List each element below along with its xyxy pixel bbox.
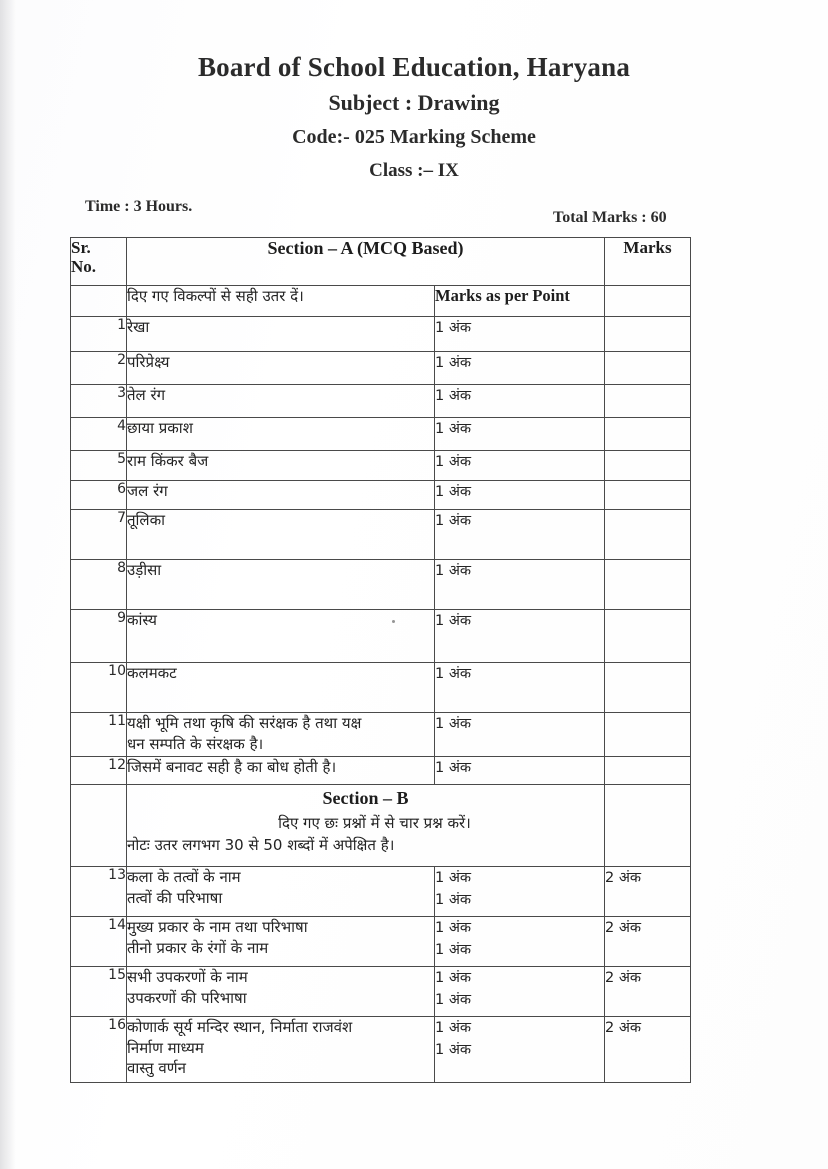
table-row: [71, 317, 691, 352]
row-marks-per-point: 1 अंक: [435, 385, 605, 418]
row-marks: [605, 481, 691, 510]
column-header-section-a: Section – A (MCQ Based): [127, 238, 605, 286]
table-row: [71, 481, 691, 510]
section-b-banner: [127, 785, 605, 867]
row-marks-per-point: 1 अंक: [435, 560, 605, 610]
row-marks-per-point: 1 अंक: [435, 481, 605, 510]
row-marks-per-point: 1 अंक: [435, 352, 605, 385]
row-answer-line: कला के तत्वों के नाम: [127, 868, 241, 886]
row-marks-per-point: [435, 917, 605, 967]
row-marks: [605, 317, 691, 352]
row-sr-no: 5: [71, 451, 127, 481]
row-answer-text: [127, 481, 435, 510]
row-answer-line: तेल रंग: [127, 386, 166, 404]
table-row: [71, 610, 691, 663]
row-marks: [605, 352, 691, 385]
row-marks-per-point: 1 अंक: [435, 610, 605, 663]
subject-title: Subject : Drawing: [328, 90, 500, 115]
row-marks-per-point: 1 अंक: [435, 510, 605, 560]
row-marks: 2 अंक: [605, 1017, 691, 1083]
table-row: [71, 917, 691, 967]
total-marks-label: Total Marks : 60: [553, 209, 667, 226]
marking-scheme-table: [70, 237, 691, 1083]
row-marks-per-point: [435, 967, 605, 1017]
exam-meta-row: [0, 198, 828, 226]
row-answer-text: [127, 713, 435, 757]
row-answer-text: [127, 352, 435, 385]
table-row: [71, 451, 691, 481]
row-point-line: 1 अंक: [435, 1042, 472, 1059]
document-header: [0, 52, 828, 182]
table-row: [71, 757, 691, 785]
row-sr-no: 1: [71, 317, 127, 352]
section-b-banner-row: [71, 785, 691, 867]
table-row: [71, 418, 691, 451]
row-marks: [605, 510, 691, 560]
section-b-sr-cell: [71, 785, 127, 867]
row-sr-no: 9: [71, 610, 127, 663]
row-answer-line: तीनो प्रकार के रंगों के नाम: [127, 938, 269, 957]
instruction-text: दिए गए विकल्पों से सही उतर दें।: [127, 286, 435, 317]
column-header-marks: Marks: [605, 238, 691, 286]
table-header-row: [71, 238, 691, 286]
row-answer-line: छाया प्रकाश: [127, 419, 193, 437]
section-b-title: Section – B: [322, 788, 409, 808]
row-sr-no: 2: [71, 352, 127, 385]
table-row: [71, 510, 691, 560]
row-answer-text: [127, 1017, 435, 1083]
row-answer-line: रेखा: [127, 318, 150, 336]
table-row: [71, 663, 691, 713]
row-marks: [605, 385, 691, 418]
row-answer-text: [127, 610, 435, 663]
section-b-marks-cell: [605, 785, 691, 867]
row-sr-no: 16: [71, 1017, 127, 1083]
row-sr-no: 15: [71, 967, 127, 1017]
row-marks: [605, 418, 691, 451]
row-sr-no: 13: [71, 867, 127, 917]
row-point-line: 1 अंक: [435, 920, 472, 936]
board-title: Board of School Education, Haryana: [197, 52, 631, 82]
row-point-line: 1 अंक: [435, 892, 472, 909]
row-marks: [605, 610, 691, 663]
row-answer-text: [127, 317, 435, 352]
instruction-row: [71, 286, 691, 317]
row-marks-per-point: [435, 867, 605, 917]
row-marks: [605, 663, 691, 713]
row-point-line: 1 अंक: [435, 870, 472, 886]
instruction-sr-cell: [71, 286, 127, 317]
row-answer-text: [127, 451, 435, 481]
class-title: Class :– IX: [369, 160, 459, 181]
row-sr-no: 14: [71, 917, 127, 967]
table-row: [71, 867, 691, 917]
row-answer-line: कांस्य: [127, 611, 157, 629]
row-marks: [605, 713, 691, 757]
row-answer-text: [127, 385, 435, 418]
row-answer-line: कलमकट: [127, 664, 177, 682]
column-header-sr-no: [71, 238, 127, 286]
row-answer-text: [127, 867, 435, 917]
row-sr-no: 12: [71, 757, 127, 785]
row-marks-per-point: 1 अंक: [435, 663, 605, 713]
row-marks-per-point: [435, 1017, 605, 1083]
row-point-line: 1 अंक: [435, 942, 472, 959]
row-answer-line: धन सम्पति के संरक्षक है।: [127, 734, 264, 753]
row-point-line: 1 अंक: [435, 970, 472, 986]
row-answer-line: जल रंग: [127, 482, 168, 500]
table-row: [71, 713, 691, 757]
table-row: [71, 385, 691, 418]
row-answer-line: राम किंकर बैज: [127, 452, 209, 470]
row-answer-line: सभी उपकरणों के नाम: [127, 968, 248, 986]
time-label: Time : 3 Hours.: [85, 198, 193, 215]
row-marks: [605, 560, 691, 610]
row-answer-text: [127, 967, 435, 1017]
row-sr-no: 6: [71, 481, 127, 510]
row-answer-line: उपकरणों की परिभाषा: [127, 988, 247, 1007]
row-marks-per-point: 1 अंक: [435, 451, 605, 481]
row-answer-line: उड़ीसा: [127, 561, 162, 579]
row-marks: [605, 451, 691, 481]
row-marks: 2 अंक: [605, 917, 691, 967]
row-marks-per-point: 1 अंक: [435, 317, 605, 352]
instruction-marks-cell: [605, 286, 691, 317]
row-marks: [605, 757, 691, 785]
row-answer-line: तूलिका: [127, 511, 166, 529]
row-answer-line: तत्वों की परिभाषा: [127, 888, 223, 907]
table-row: [71, 352, 691, 385]
table-row: [71, 1017, 691, 1083]
row-marks-per-point: 1 अंक: [435, 713, 605, 757]
row-point-line: 1 अंक: [435, 992, 472, 1009]
row-sr-no: 10: [71, 663, 127, 713]
section-b-instruction-2: नोटः उतर लगभग 30 से 50 शब्दों में अपेक्षित है।: [127, 835, 395, 854]
row-answer-text: [127, 418, 435, 451]
row-answer-line: निर्माण माध्यम: [127, 1038, 204, 1057]
row-answer-text: [127, 757, 435, 785]
row-answer-line: वास्तु वर्णन: [127, 1059, 186, 1078]
row-point-line: 1 अंक: [435, 1020, 472, 1036]
row-sr-no: 8: [71, 560, 127, 610]
row-answer-text: [127, 560, 435, 610]
row-answer-line: यक्षी भूमि तथा कृषि की सरंक्षक है तथा यक्ष: [127, 714, 362, 732]
row-sr-no: 4: [71, 418, 127, 451]
sr-no-line-2: No.: [71, 257, 97, 277]
row-answer-text: [127, 917, 435, 967]
row-sr-no: 11: [71, 713, 127, 757]
row-answer-line: जिसमें बनावट सही है का बोध होती है।: [127, 758, 337, 776]
section-b-instruction-1: दिए गए छः प्रश्नों में से चार प्रश्न करें।: [278, 814, 471, 833]
row-answer-text: [127, 663, 435, 713]
row-answer-line: परिप्रेक्ष्य: [127, 353, 170, 371]
row-marks-per-point: 1 अंक: [435, 418, 605, 451]
row-marks: 2 अंक: [605, 867, 691, 917]
code-title: Code:- 025 Marking Scheme: [292, 126, 536, 148]
row-sr-no: 7: [71, 510, 127, 560]
row-answer-line: मुख्य प्रकार के नाम तथा परिभाषा: [127, 918, 308, 936]
row-answer-line: कोणार्क सूर्य मन्दिर स्थान, निर्माता राजवंश: [127, 1018, 353, 1036]
row-answer-text: [127, 510, 435, 560]
row-sr-no: 3: [71, 385, 127, 418]
table-row: [71, 560, 691, 610]
marks-per-point-header: Marks as per Point: [435, 286, 605, 317]
row-marks-per-point: 1 अंक: [435, 757, 605, 785]
row-marks: 2 अंक: [605, 967, 691, 1017]
table-row: [71, 967, 691, 1017]
sr-no-line-1: Sr.: [71, 238, 91, 257]
